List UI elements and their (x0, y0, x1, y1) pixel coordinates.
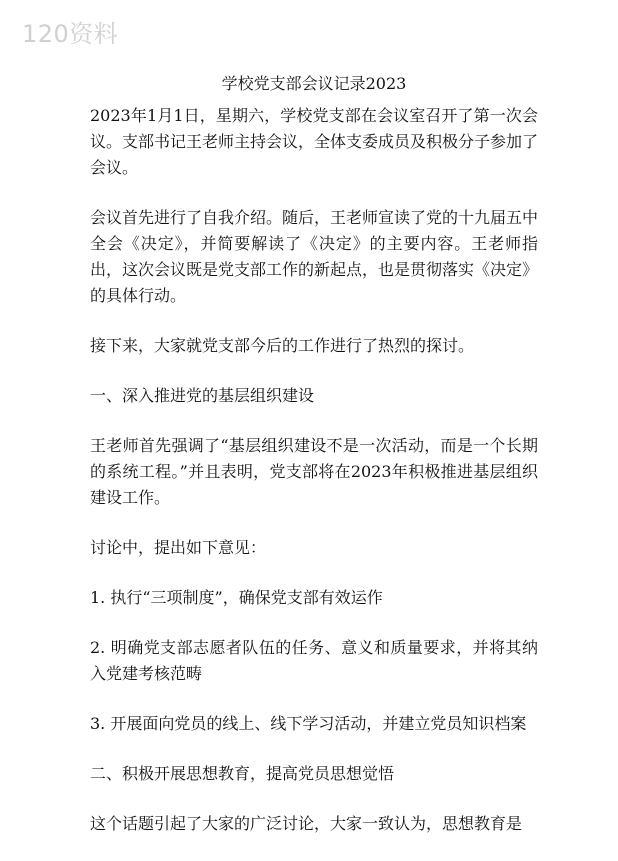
paragraph-discussion-start: 接下来，大家就党支部今后的工作进行了热烈的探讨。 (90, 336, 475, 355)
document-title: 学校党支部会议记录2023 (221, 74, 407, 93)
section-heading-2: 二、积极开展思想教育，提高党员思想觉悟 (90, 764, 395, 783)
paragraph-section-1-body: 王老师首先强调了“基层组织建设不是一次活动，而是一个长期的系统工程。”并且表明，党支部将在2023年积极推进基层组织建设工作。 (90, 436, 538, 507)
list-item-2: 2. 明确党支部志愿者队伍的任务、意义和质量要求，并将其纳入党建考核范畴 (90, 638, 538, 683)
list-item-3: 3. 开展面向党员的线上、线下学习活动，并建立党员知识档案 (90, 714, 527, 733)
paragraph-meeting-intro: 2023年1月1日，星期六，学校党支部在会议室召开了第一次会议。支部书记王老师主持会议，全体支委成员及积极分子参加了会议。 (90, 106, 539, 177)
paragraph-self-introduction: 会议首先进行了自我介绍。随后，王老师宣读了党的十九届五中全会《决定》，并简要解读了《决定》的主要内容。王老师指出，这次会议既是党支部工作的新起点，也是贯彻落实《决定》的具体行动。 (90, 208, 539, 305)
document-page (90, 72, 538, 861)
paragraph-opinions-intro: 讨论中，提出如下意见： (90, 538, 267, 557)
paragraph-section-2-body: 这个话题引起了大家的广泛讨论，大家一致认为，思想教育是 (90, 814, 523, 833)
watermark-logo: 120资料 (22, 20, 119, 48)
section-heading-1: 一、深入推进党的基层组织建设 (90, 386, 315, 405)
list-item-1: 1. 执行“三项制度”，确保党支部有效运作 (90, 588, 383, 607)
